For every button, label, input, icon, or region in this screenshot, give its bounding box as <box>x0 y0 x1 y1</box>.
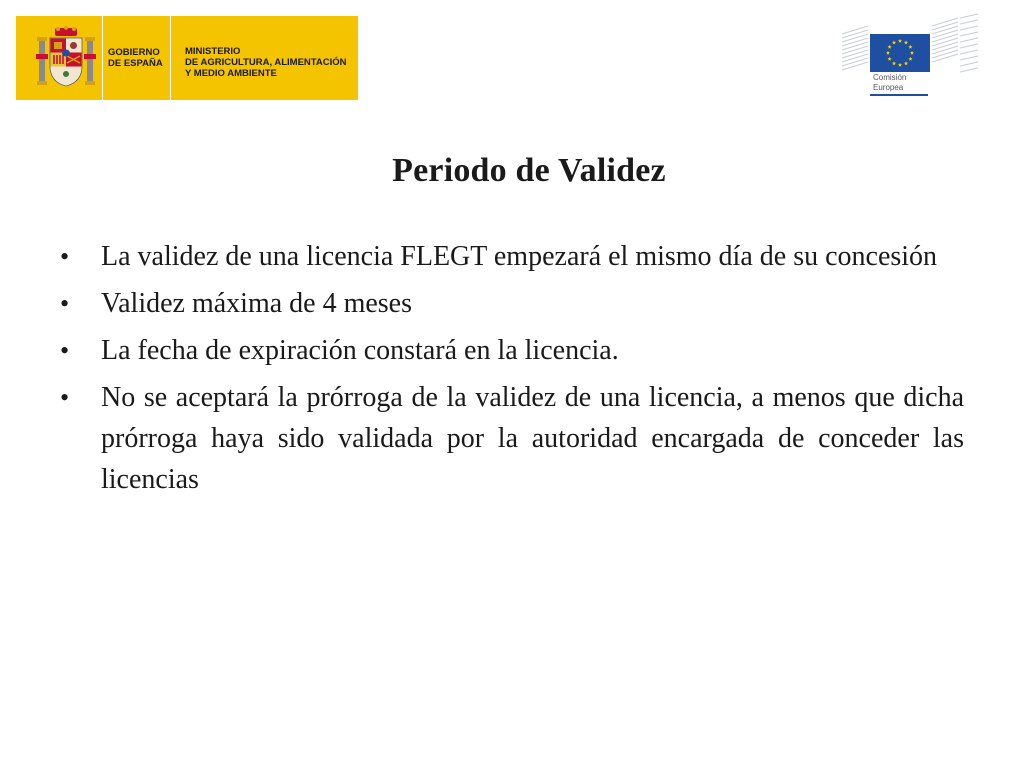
logo-divider <box>170 16 171 100</box>
government-name-line-2: DE ESPAÑA <box>108 58 163 69</box>
slide-title: Periodo de Validez <box>392 152 666 189</box>
ministry-name-line-1: MINISTERIO <box>185 46 241 57</box>
bullet-icon: • <box>60 336 70 365</box>
ec-name-line-1: Comisión <box>873 73 907 82</box>
bullet-list <box>60 236 964 506</box>
bullet-item <box>60 283 964 324</box>
bullet-item <box>60 377 964 500</box>
ministry-name-line-2: DE AGRICULTURA, ALIMENTACIÓN <box>185 57 347 68</box>
comision-europea-logo <box>840 12 980 98</box>
ec-name-line-2: Europea <box>873 83 904 92</box>
bullet-item <box>60 236 964 277</box>
ec-building-flag-icon <box>840 12 980 98</box>
bullet-item <box>60 330 964 371</box>
bullet-icon: • <box>60 383 70 412</box>
bullet-icon: • <box>60 242 70 271</box>
bullet-icon: • <box>60 289 70 318</box>
government-name <box>108 47 168 69</box>
coat-of-arms-icon <box>36 26 96 90</box>
bullet-text: Validez máxima de 4 meses <box>101 288 413 319</box>
ministry-name <box>185 46 357 79</box>
ec-name <box>873 73 906 93</box>
ministry-name-line-3: Y MEDIO AMBIENTE <box>185 68 277 79</box>
bullet-text: La validez de una licencia FLEGT empezará el mismo día de su concesión <box>101 241 938 272</box>
bullet-text: La fecha de expiración constará en la licencia. <box>101 335 619 366</box>
government-name-line-1: GOBIERNO <box>108 47 160 58</box>
logo-divider <box>102 16 103 100</box>
bullet-text: No se aceptará la prórroga de la validez de una licencia, a menos que dicha prórroga haya sido validada por la autoridad encargada de conceder las licencias <box>101 382 964 495</box>
gobierno-espana-logo <box>16 16 358 100</box>
